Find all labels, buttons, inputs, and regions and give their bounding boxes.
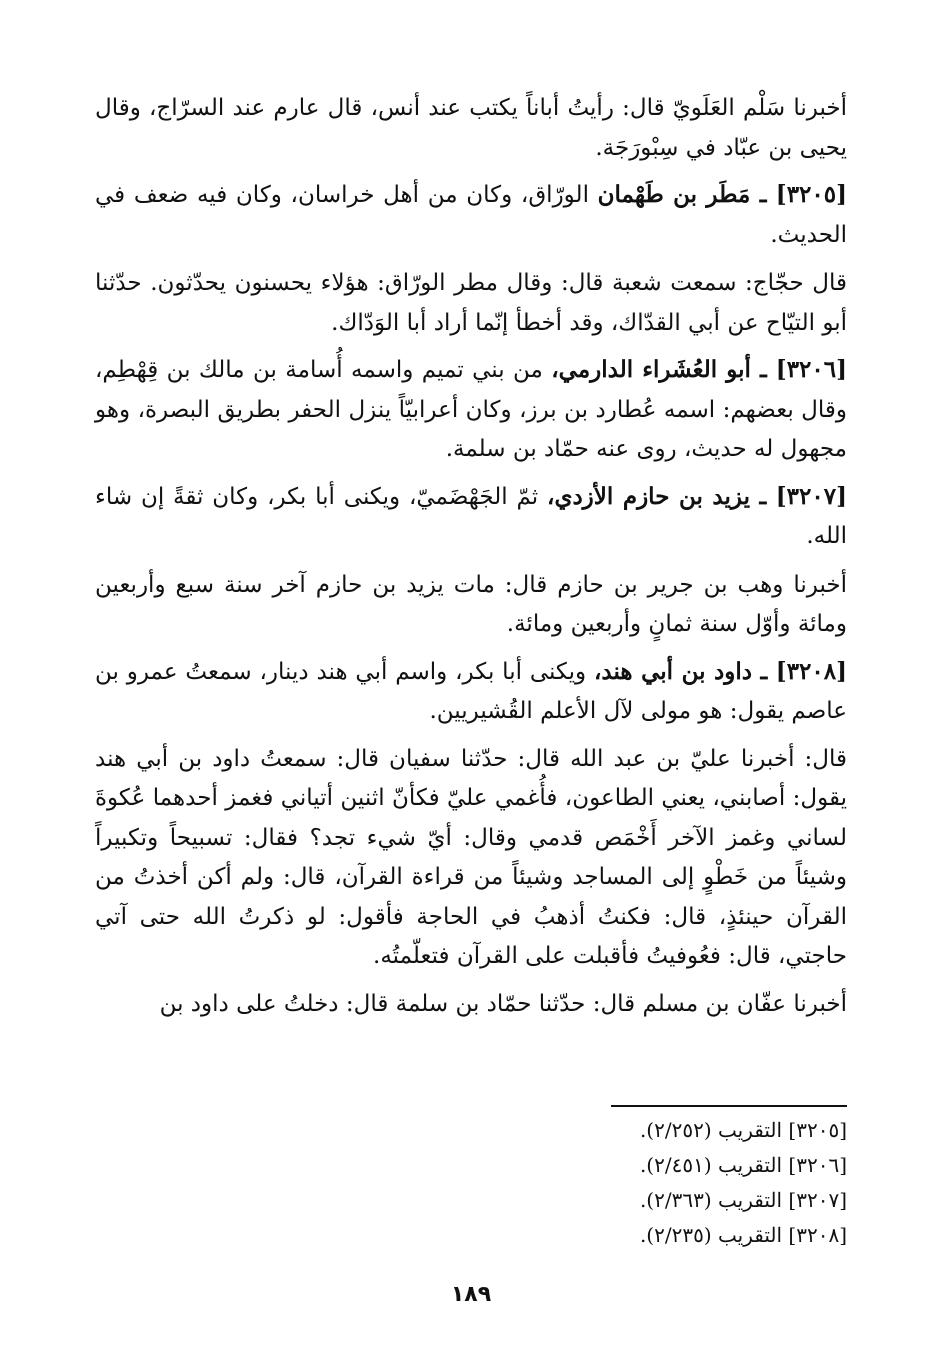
paragraph-3: [95, 263, 847, 343]
footnote-item: [٣٢٠٨] التقريب (٢/٢٣٥).: [639, 1223, 847, 1247]
entry-heading: [٣٢٠٨] ـ داود بن أبي هند،: [593, 657, 847, 685]
paragraph-8: [95, 739, 847, 977]
paragraph-text: قال: أخبرنا عليّ بن عبد الله قال: حدّثنا سفيان قال: سمعتُ داود بن أبي هند يقول: أصابني، يعني الطاعون، فأُغمي عليّ فكأنّ اثنين أتياني فغمز أحدهما عُكوةَ لساني وغمز الآخر أَخْمَص قدمي وقال: أيّ شيء تجد؟ فقال: تسبيحاً وتكبيراً وشيئاً من خَطْوٍ إلى المساجد وشيئاً من قراءة القرآن، قال: ولم أكن أخذتُ من القرآن حينئذٍ، قال: فكنتُ أذهبُ في الحاجة فأقول: لو ذكرتُ الله حتى آتي حاجتي، قال: فعُوفيتُ فأقبلت على القرآن فتعلّمتُه.: [95, 745, 847, 969]
paragraph-7: [95, 652, 847, 732]
paragraph-text: ويكنى أبا بكر، واسم أبي هند دينار، سمعتُ عمرو بن عاصم يقول: هو مولى لآل الأعلم القُشيريين.: [95, 658, 847, 724]
page-number: ١٨٩: [450, 1282, 492, 1307]
paragraph-2: [95, 175, 847, 255]
paragraph-text: أخبرنا عفّان بن مسلم قال: حدّثنا حمّاد بن سلمة قال: دخلتُ على داود بن: [159, 990, 847, 1017]
footnote-item: [٣٢٠٥] التقريب (٢/٢٥٢).: [639, 1118, 847, 1142]
footnote-divider: [611, 1105, 847, 1107]
paragraph-1: [95, 88, 847, 168]
body-text: [95, 88, 847, 1031]
paragraph-text: أخبرنا سَلْم العَلَويّ قال: رأيتُ أباناً يكتب عند أنس، قال عارم عند السرّاج، وقال يحيى بن عبّاد في سِبْورَجَة.: [95, 95, 847, 161]
footnotes: [95, 1105, 847, 1253]
footnote-item: [٣٢٠٦] التقريب (٢/٤٥١).: [639, 1153, 847, 1177]
entry-heading: [٣٢٠٥] ـ مَطَر بن طَهْمان: [597, 181, 848, 208]
paragraph-text: قال حجّاج: سمعت شعبة قال: وقال مطر الورّاق: هؤلاء يحسنون يحدّثون. حدّثنا أبو التيّاح عن أبي القدّاك، وقد أخطأ إنّما أراد أبا الوَدّاك.: [95, 270, 847, 336]
entry-heading: [٣٢٠٧] ـ يزيد بن حازم الأزدي،: [547, 482, 847, 510]
paragraph-text: الورّاق، وكان من أهل خراسان، وكان فيه ضعف في الحديث.: [95, 182, 847, 248]
paragraph-6: [95, 565, 847, 645]
paragraph-5: [95, 477, 847, 557]
footnote-item: [٣٢٠٧] التقريب (٢/٣٦٣).: [639, 1188, 847, 1212]
paragraph-9: [95, 984, 847, 1025]
paragraph-text: أخبرنا وهب بن جرير بن حازم قال: مات يزيد بن حازم آخر سنة سبع وأربعين ومائة وأوّل سنة ثمانٍ وأربعين ومائة.: [95, 571, 847, 637]
paragraph-text: ثمّ الجَهْضَميّ، ويكنى أبا بكر، وكان ثقةً إن شاء الله.: [95, 483, 847, 549]
entry-heading: [٣٢٠٦] ـ أبو العُشَراء الدارمي،: [551, 356, 847, 383]
paragraph-text: من بني تميم واسمه أُسامة بن مالك بن قِهْطِم، وقال بعضهم: اسمه عُطارد بن برز، وكان أعرابيّاً ينزل الحفر بطريق البصرة، وهو مجهول له حديث، روى عنه حمّاد بن سلمة.: [95, 357, 847, 462]
paragraph-4: [95, 350, 847, 470]
